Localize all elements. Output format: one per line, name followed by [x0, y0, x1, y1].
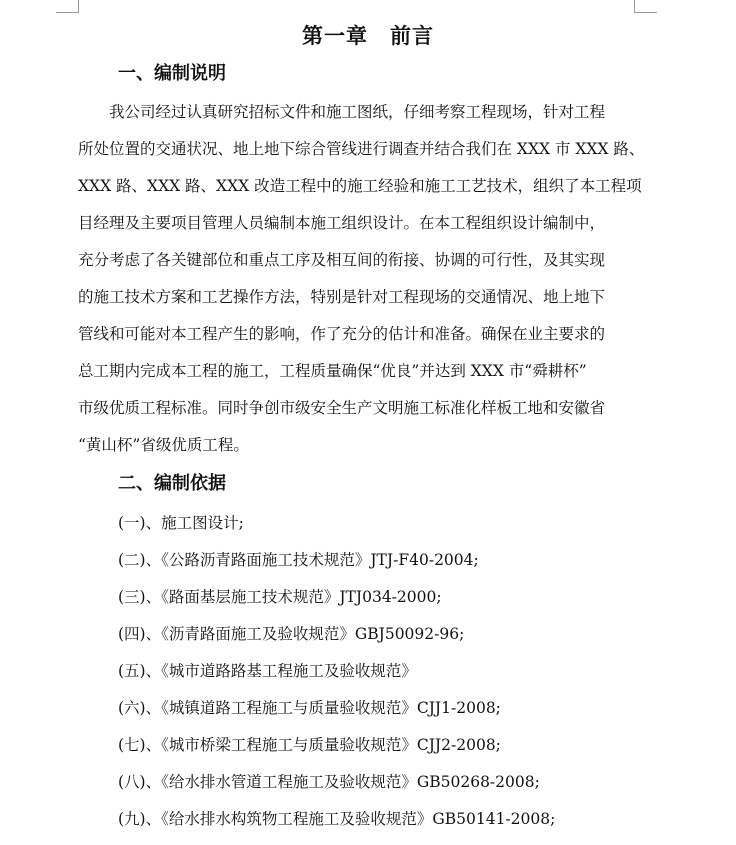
reference-item: (九)、《给水排水构筑物工程施工及验收规范》GB50141-2008;: [118, 810, 556, 828]
reference-item: (六)、《城镇道路工程施工与质量验收规范》CJJ1-2008;: [118, 699, 501, 717]
paragraph-line: 目经理及主要项目管理人员编制本施工组织设计。在本工程组织设计编制中，: [78, 214, 606, 232]
reference-item: (一)、施工图设计;: [118, 514, 244, 532]
paragraph-line: 市级优质工程标准。同时争创市级安全生产文明施工标准化样板工地和安徽省: [78, 399, 606, 417]
crop-mark-right: [634, 0, 657, 13]
crop-mark-left: [56, 0, 79, 13]
paragraph-line: 管线和可能对本工程产生的影响，作了充分的估计和准备。确保在业主要求的: [78, 325, 606, 343]
section-heading-basis: 二、编制依据: [118, 473, 226, 494]
section-heading-explanation: 一、编制说明: [118, 63, 226, 84]
paragraph-line: “黄山杯”省级优质工程。: [78, 436, 249, 454]
reference-item: (五)、《城市道路路基工程施工及验收规范》: [118, 662, 417, 680]
chapter-title: 第一章 前言: [302, 23, 434, 48]
paragraph-line: 充分考虑了各关键部位和重点工序及相互间的衔接、协调的可行性，及其实现: [78, 251, 606, 269]
paragraph-line: 我公司经过认真研究招标文件和施工图纸，仔细考察工程现场，针对工程: [78, 103, 606, 121]
reference-item: (四)、《沥青路面施工及验收规范》GBJ50092-96;: [118, 625, 465, 643]
reference-item: (二)、《公路沥青路面施工技术规范》JTJ-F40-2004;: [118, 551, 479, 569]
reference-item: (八)、《给水排水管道工程施工及验收规范》GB50268-2008;: [118, 773, 540, 791]
paragraph-line: 的施工技术方案和工艺操作方法，特别是针对工程现场的交通情况、地上地下: [78, 288, 606, 306]
paragraph-line: 所处位置的交通状况、地上地下综合管线进行调查并结合我们在 XXX 市 XXX 路、: [78, 140, 645, 158]
paragraph-line: XXX 路、XXX 路、XXX 改造工程中的施工经验和施工工艺技术，组织了本工程项: [78, 177, 642, 195]
reference-item: (三)、《路面基层施工技术规范》JTJ034-2000;: [118, 588, 442, 606]
paragraph-line: 总工期内完成本工程的施工，工程质量确保“优良”并达到 XXX 市“舜耕杯”: [78, 362, 587, 380]
reference-item: (七)、《城市桥梁工程施工与质量验收规范》CJJ2-2008;: [118, 736, 501, 754]
